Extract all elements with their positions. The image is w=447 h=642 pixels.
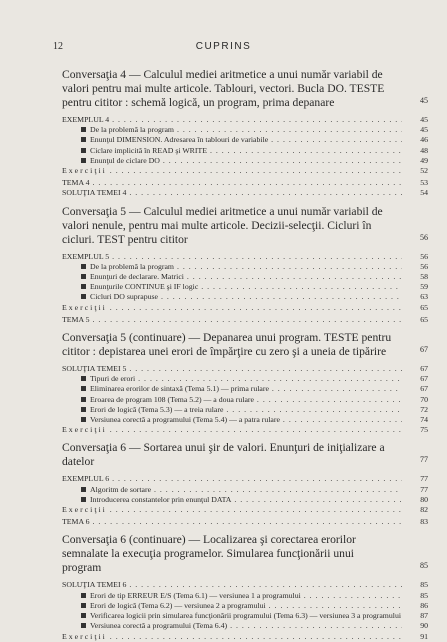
toc-entry — [62, 188, 428, 198]
page-number: 12 — [53, 41, 63, 52]
entry-text: TEMA 4 . . . — [62, 178, 428, 187]
square-bullet-icon — [81, 274, 86, 279]
entry-text: De la problemă la program . . . — [90, 262, 428, 271]
entry-page-number: 72 — [402, 405, 428, 415]
section-page-number: 56 — [420, 232, 428, 242]
square-bullet-icon — [81, 603, 86, 608]
square-bullet-icon — [81, 487, 86, 492]
entry-text: Exerciţii . . . — [62, 166, 428, 175]
toc-entry — [62, 621, 428, 631]
section-page-number: 67 — [420, 345, 428, 355]
entry-text: Enunţul de ciclare DO . . . — [90, 156, 428, 165]
toc-entry — [62, 395, 428, 405]
entry-page-number: 63 — [402, 292, 428, 302]
toc-entry — [62, 580, 428, 590]
entry-page-number: 77 — [402, 474, 428, 484]
entry-page-number: 53 — [402, 178, 428, 188]
toc-entry — [62, 591, 428, 601]
entry-text: Eroarea de program 108 (Tema 5.2) — a doua rulare . . . — [90, 395, 428, 404]
entry-text: Exerciţii . . . — [62, 303, 428, 312]
toc-entry — [62, 425, 428, 435]
entry-page-number: 90 — [402, 621, 428, 631]
entry-text: Enunţuri de declarare. Matrici . . . — [90, 272, 428, 281]
entry-text: Exerciţii . . . — [62, 425, 428, 434]
entry-page-number: 49 — [402, 156, 428, 166]
entry-page-number: 52 — [402, 166, 428, 176]
entry-text: Ciclare implicită în READ şi WRITE . . . — [90, 146, 428, 155]
entry-page-number: 58 — [402, 272, 428, 282]
entry-text: Introducerea constantelor prin enunţul DATA . . . — [90, 495, 428, 504]
toc-entry — [62, 115, 428, 125]
entry-page-number: 86 — [402, 601, 428, 611]
entry-page-number: 85 — [402, 591, 428, 601]
entry-page-number: 56 — [402, 262, 428, 272]
entry-page-number: 45 — [402, 125, 428, 135]
entry-text: Exerciţii . . . — [62, 505, 428, 514]
entry-text: Erori de logică (Tema 6.2) — versiunea 2 a programului . . . — [90, 601, 428, 610]
entry-text: Exerciţii . . . — [62, 632, 428, 641]
entry-page-number: 67 — [402, 374, 428, 384]
entry-page-number: 67 — [402, 384, 428, 394]
toc-entry — [62, 315, 428, 325]
toc-entry — [62, 517, 428, 527]
square-bullet-icon — [81, 407, 86, 412]
entry-text: EXEMPLUL 6 . . . — [62, 474, 428, 483]
toc-entry — [62, 611, 428, 621]
square-bullet-icon — [81, 158, 86, 163]
toc-section-heading — [62, 205, 428, 247]
section-page-number: 77 — [420, 455, 428, 465]
toc-entry — [62, 303, 428, 313]
entry-text: Algoritm de sortare . . . — [90, 485, 428, 494]
square-bullet-icon — [81, 127, 86, 132]
toc-entry — [62, 601, 428, 611]
entry-page-number: 82 — [402, 505, 428, 515]
entry-page-number: 45 — [402, 115, 428, 125]
toc-entry — [62, 364, 428, 374]
section-title: Conversaţia 5 — Calculul mediei aritmetice a unui număr variabil de valori nenule, pentru mai multe articole. Decizii-selecţii. Cicluri în cicluri. TEST pentru cititor — [62, 204, 383, 246]
entry-text: SOLUŢIA TEMEI 4 . . . — [62, 188, 428, 197]
entry-text: SOLUŢIA TEMEI 6 . . . — [62, 580, 428, 589]
entry-page-number: 70 — [402, 395, 428, 405]
square-bullet-icon — [81, 376, 86, 381]
square-bullet-icon — [81, 623, 86, 628]
entry-text: Verificarea logicii prin simularea funcţionării programului (Tema 6.3) — versiunea 3 a programului . . . — [90, 611, 428, 620]
entry-text: Versiunea corectă a programului (Tema 5.4) — a patra rulare . . . — [90, 415, 428, 424]
page-header — [0, 41, 447, 55]
entry-page-number: 46 — [402, 135, 428, 145]
entry-text: Versiunea corectă a programului (Tema 6.4) . . . — [90, 621, 428, 630]
toc-entry — [62, 485, 428, 495]
entry-page-number: 48 — [402, 146, 428, 156]
toc-entry — [62, 135, 428, 145]
toc-entry — [62, 405, 428, 415]
entry-text: TEMA 6 . . . — [62, 517, 428, 526]
toc-entry — [62, 474, 428, 484]
entry-text: Cicluri DO suprapuse . . . — [90, 292, 428, 301]
toc-section-heading — [62, 533, 428, 575]
square-bullet-icon — [81, 417, 86, 422]
entry-page-number: 75 — [402, 425, 428, 435]
entry-text: Enunţurile CONTINUE şi IF logic . . . — [90, 282, 428, 291]
square-bullet-icon — [81, 294, 86, 299]
entry-page-number: 59 — [402, 282, 428, 292]
toc-entry — [62, 384, 428, 394]
entry-text: SOLUŢIA TEMEI 5 . . . — [62, 364, 428, 373]
toc-entry — [62, 178, 428, 188]
entry-text: TEMA 5 . . . — [62, 315, 428, 324]
section-page-number: 45 — [420, 96, 428, 105]
entry-page-number: 74 — [402, 415, 428, 425]
toc-entry — [62, 505, 428, 515]
entry-text: De la problemă la program . . . — [90, 125, 428, 134]
entry-page-number: 65 — [402, 315, 428, 325]
square-bullet-icon — [81, 397, 86, 402]
toc-section-heading — [62, 331, 428, 359]
toc-entry — [62, 252, 428, 262]
toc-entry — [62, 374, 428, 384]
square-bullet-icon — [81, 386, 86, 391]
toc-entry — [62, 156, 428, 166]
toc-entry — [62, 146, 428, 156]
running-title: CUPRINS — [195, 41, 252, 52]
entry-page-number: 83 — [402, 517, 428, 527]
toc-entry — [62, 495, 428, 505]
square-bullet-icon — [81, 137, 86, 142]
square-bullet-icon — [81, 284, 86, 289]
square-bullet-icon — [81, 593, 86, 598]
entry-page-number: 91 — [402, 632, 428, 642]
section-title: Conversaţia 4 — Calculul mediei aritmetice a unui număr variabil de valori pentru mai multe articole. Tablouri, vectori. Bucla DO. TESTE pentru cititor : schemă logică, un program, prima depanare — [62, 68, 385, 109]
toc-section-heading — [62, 68, 428, 110]
entry-page-number: 65 — [402, 303, 428, 313]
entry-text: Erori de tip ERREUR E/S (Tema 6.1) — versiunea 1 a programului . . . — [90, 591, 428, 600]
square-bullet-icon — [81, 613, 86, 618]
entry-text: Tipuri de erori . . . — [90, 374, 428, 383]
entry-page-number: 56 — [402, 252, 428, 262]
section-page-number: 85 — [420, 561, 428, 571]
entry-page-number: 85 — [402, 580, 428, 590]
square-bullet-icon — [81, 264, 86, 269]
toc-entry — [62, 292, 428, 302]
toc-section-heading — [62, 441, 428, 469]
toc-entry — [62, 632, 428, 642]
square-bullet-icon — [81, 497, 86, 502]
toc-entry — [62, 166, 428, 176]
section-title: Conversaţia 6 (continuare) — Localizarea şi corectarea erorilor semnalate la execuţia programelor. Simularea funcţionării unui program — [62, 533, 356, 575]
entry-page-number: 77 — [402, 485, 428, 495]
toc-entry — [62, 282, 428, 292]
section-title: Conversaţia 5 (continuare) — Depanarea unui program. TESTE pentru cititor : depistarea unei erori de împărţire cu zero şi a uneia de tipărire — [62, 331, 392, 359]
entry-text: Enunţul DIMENSION. Adresarea în tablouri de variabile . . . — [90, 135, 428, 144]
entry-page-number: 87 — [402, 611, 428, 621]
entry-text: Erori de logică (Tema 5.3) — a treia rulare . . . — [90, 405, 428, 414]
section-title: Conversaţia 6 — Sortarea unui şir de valori. Enunţuri de iniţializare a datelor — [62, 441, 385, 469]
entry-text: EXEMPLUL 4 . . . — [62, 115, 428, 124]
table-of-contents — [62, 68, 428, 642]
toc-entry — [62, 272, 428, 282]
entry-text: Eliminarea erorilor de sintaxă (Tema 5.1) — prima rulare . . . — [90, 384, 428, 393]
entry-page-number: 67 — [402, 364, 428, 374]
entry-text: EXEMPLUL 5 . . . — [62, 252, 428, 261]
toc-entry — [62, 415, 428, 425]
entry-page-number: 80 — [402, 495, 428, 505]
toc-entry — [62, 262, 428, 272]
square-bullet-icon — [81, 148, 86, 153]
entry-page-number: 54 — [402, 188, 428, 198]
toc-entry — [62, 125, 428, 135]
